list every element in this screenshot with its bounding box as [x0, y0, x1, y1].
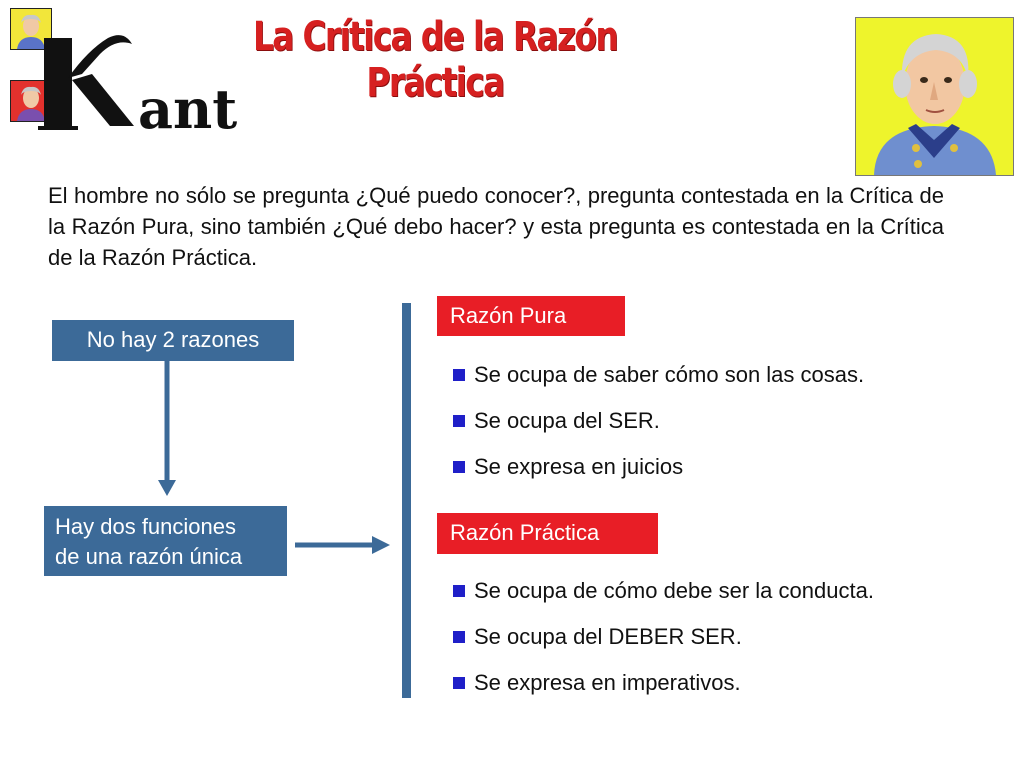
- list-item: [453, 406, 864, 452]
- list-item: [453, 622, 874, 668]
- list-item: [453, 360, 864, 406]
- list-item: [453, 668, 874, 714]
- razon-pura-label: Razón Pura: [437, 296, 625, 336]
- dos-funciones-box: [44, 506, 287, 576]
- intro-paragraph: El hombre no sólo se pregunta ¿Qué puedo conocer?, pregunta contestada en la Crítica de la Razón Pura, sino también ¿Qué debo hacer? y esta pregunta es contestada en la Crítica de la Razón Práctica.: [48, 183, 944, 270]
- bullet-square-icon: [453, 677, 465, 689]
- list-item-text: Se ocupa del SER.: [474, 408, 660, 433]
- list-item: [453, 452, 864, 498]
- logo-word: ant: [138, 77, 238, 141]
- razon-practica-list: [453, 576, 874, 714]
- list-item-text: Se ocupa del DEBER SER.: [474, 624, 742, 649]
- bullet-square-icon: [453, 585, 465, 597]
- list-item-text: Se ocupa de cómo debe ser la conducta.: [474, 578, 874, 603]
- bullet-square-icon: [453, 369, 465, 381]
- razon-practica-label: Razón Práctica: [437, 513, 658, 554]
- no-dos-razones-box: No hay 2 razones: [52, 320, 294, 361]
- page-title: La Crítica de la Razón Práctica: [252, 14, 618, 106]
- list-item-text: Se expresa en juicios: [474, 454, 684, 479]
- dos-funciones-line-1: Hay dos funciones: [55, 514, 236, 539]
- bullet-square-icon: [453, 461, 465, 473]
- list-item: [453, 576, 874, 622]
- bullet-square-icon: [453, 631, 465, 643]
- list-item-text: Se ocupa de saber cómo son las cosas.: [474, 362, 865, 387]
- bullet-square-icon: [453, 415, 465, 427]
- dos-funciones-line-2: de una razón única: [55, 544, 243, 569]
- list-item-text: Se expresa en imperativos.: [474, 670, 741, 695]
- razon-pura-list: [453, 360, 864, 498]
